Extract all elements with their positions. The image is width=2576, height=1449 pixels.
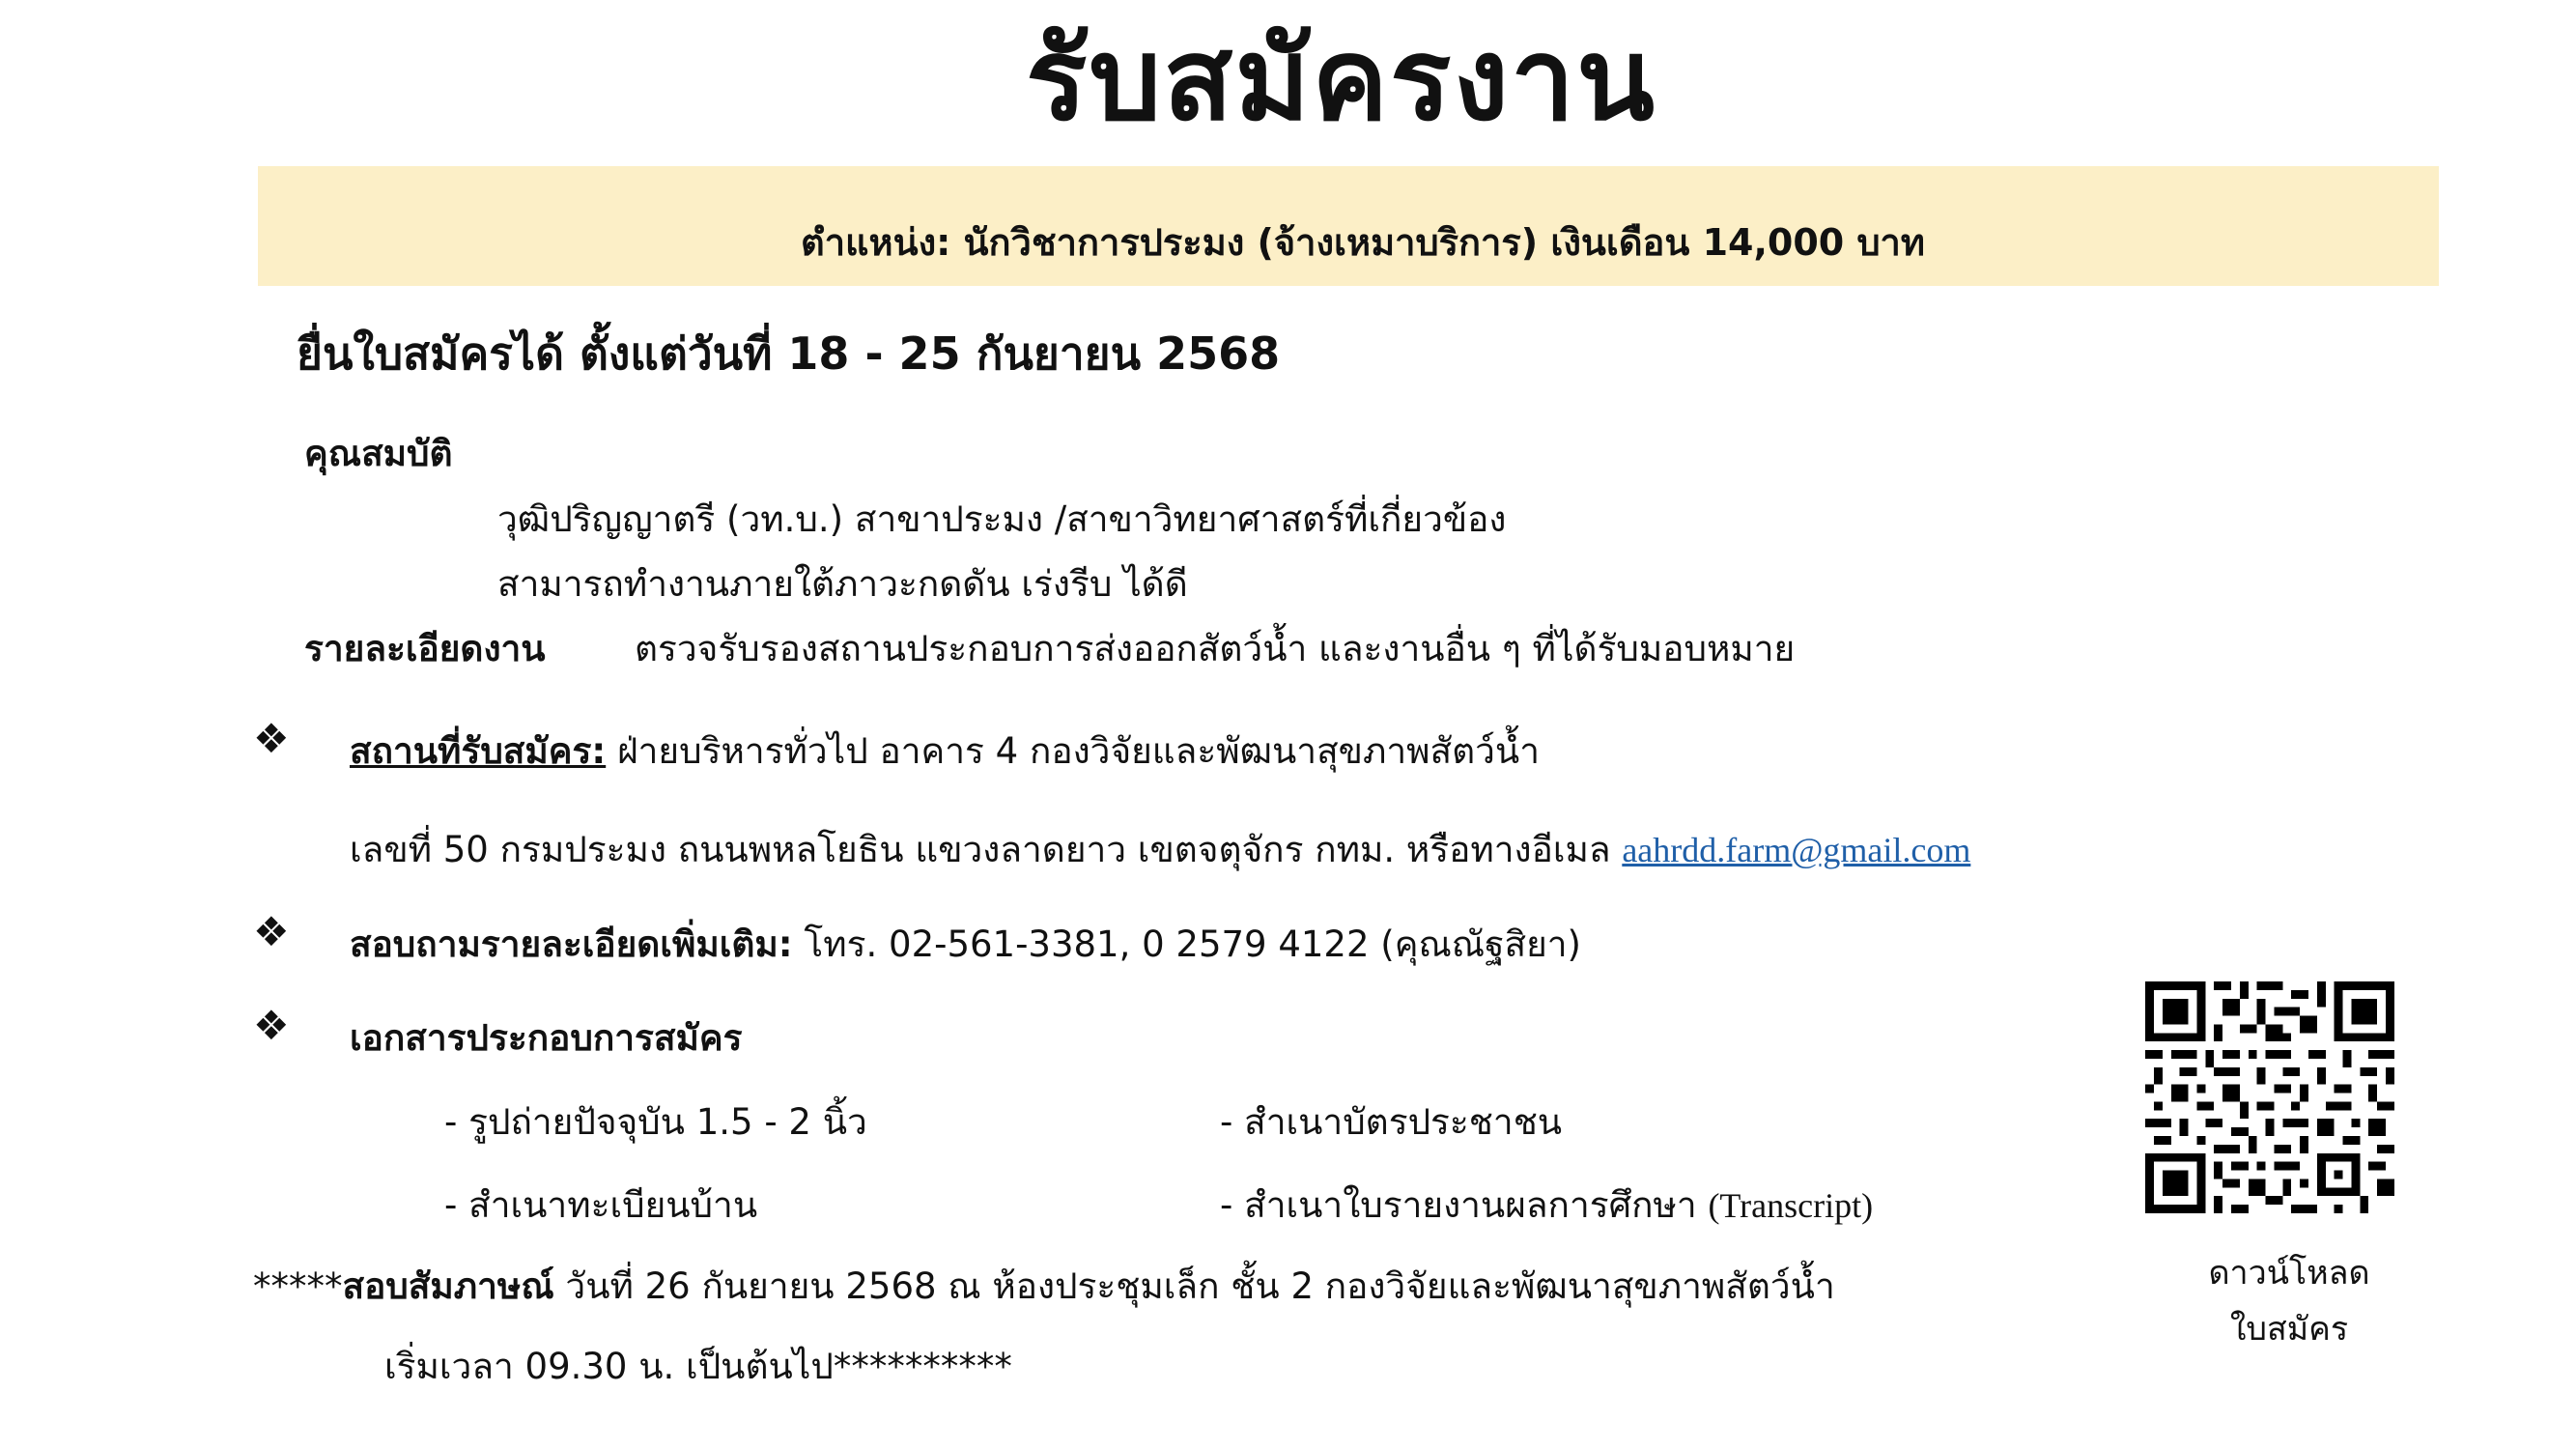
location-label: สถานที่รับสมัคร:	[350, 730, 607, 772]
bullet-icon: ❖	[253, 908, 290, 955]
document-item: - สำเนาทะเบียนบ้าน	[444, 1184, 758, 1226]
document-item	[1220, 1177, 1873, 1234]
position-banner-text: ตำแหน่ง: นักวิชาการประมง (จ้างเหมาบริการ) เงินเดือน 14,000 บาท	[801, 221, 1925, 264]
position-banner	[258, 166, 2439, 286]
email-link[interactable]: aahrdd.farm@gmail.com	[1622, 831, 1971, 869]
job-details-heading: รายละเอียดงาน	[304, 628, 546, 669]
page-title: รับสมัครงาน	[1026, 13, 1656, 146]
job-details-text: ตรวจรับรองสถานประกอบการส่งออกสัตว์น้ำ และงานอื่น ๆ ที่ได้รับมอบหมาย	[635, 628, 1796, 669]
application-period: ยื่นใบสมัครได้ ตั้งแต่วันที่ 18 - 25 กันยายน 2568	[297, 327, 1281, 380]
qr-caption-line: ดาวน์โหลด	[2208, 1254, 2370, 1293]
qualification-item: วุฒิปริญญาตรี (วท.บ.) สาขาประมง /สาขาวิทยาศาสตร์ที่เกี่ยวข้อง	[497, 498, 1507, 540]
contact-line	[350, 916, 1581, 973]
interview-label: สอบสัมภาษณ์	[342, 1265, 554, 1307]
qr-caption-line: ใบสมัคร	[2229, 1309, 2349, 1349]
document-item: - รูปถ่ายปัจจุบัน 1.5 - 2 นิ้ว	[444, 1101, 867, 1143]
interview-line	[253, 1258, 1835, 1315]
interview-prefix: *****	[253, 1265, 343, 1307]
interview-time: เริ่มเวลา 09.30 น. เป็นต้นไป**********	[384, 1346, 1012, 1387]
application-qr-code-icon[interactable]	[2144, 981, 2395, 1213]
address-line	[350, 821, 1970, 878]
location-text: ฝ่ายบริหารทั่วไป อาคาร 4 กองวิจัยและพัฒนาสุขภาพสัตว์น้ำ	[606, 730, 1540, 772]
contact-label: สอบถามรายละเอียดเพิ่มเติม:	[350, 923, 793, 965]
transcript-label: (Transcript)	[1708, 1186, 1874, 1225]
bullet-icon: ❖	[253, 1002, 290, 1049]
address-text: เลขที่ 50 กรมประมง ถนนพหลโยธิน แขวงลาดยาว เขตจตุจักร กทม. หรือทางอีเมล	[350, 829, 1623, 870]
bullet-icon: ❖	[253, 715, 290, 762]
documents-heading: เอกสารประกอบการสมัคร	[350, 1017, 743, 1059]
contact-text: โทร. 02-561-3381, 0 2579 4122 (คุณณัฐสิยา)	[792, 923, 1581, 965]
document-item-text: - สำเนาใบรายงานผลการศึกษา	[1220, 1184, 1709, 1226]
location-line	[350, 723, 1540, 780]
qualification-item: สามารถทำงานภายใต้ภาวะกดดัน เร่งรีบ ได้ดี	[497, 563, 1188, 605]
qr-caption	[2173, 1246, 2405, 1358]
interview-text: วันที่ 26 กันยายน 2568 ณ ห้องประชุมเล็ก ชั้น 2 กองวิจัยและพัฒนาสุขภาพสัตว์น้ำ	[553, 1265, 1835, 1307]
document-item: - สำเนาบัตรประชาชน	[1220, 1101, 1563, 1143]
qualifications-heading: คุณสมบัติ	[304, 433, 453, 474]
